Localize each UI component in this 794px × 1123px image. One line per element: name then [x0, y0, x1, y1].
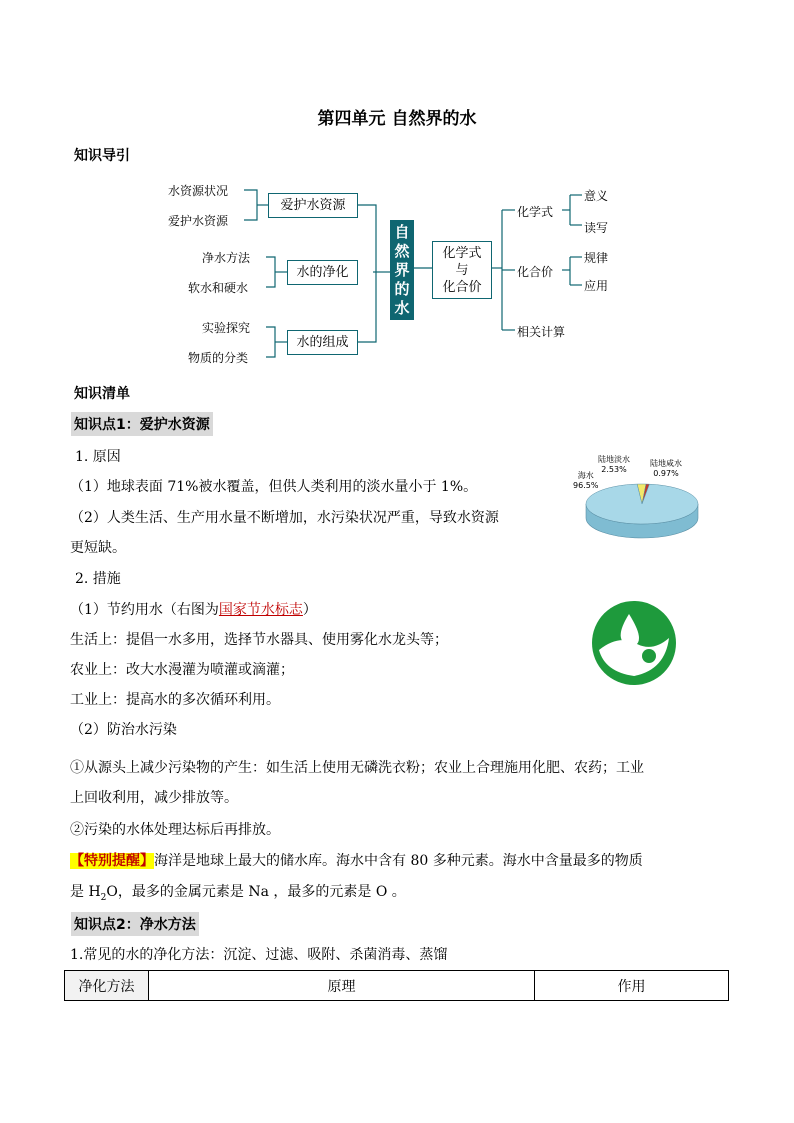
- tip-label: 【特别提醒】: [70, 853, 154, 869]
- guide-heading: 知识导引: [74, 148, 130, 164]
- kp1-title: 知识点1：爱护水资源: [71, 412, 213, 436]
- leaf-meaning: 意义: [584, 189, 609, 203]
- header-function: 作用: [535, 971, 729, 1001]
- kp1-measure-2: （2）防治水污染: [70, 722, 177, 738]
- purification-table: [64, 970, 729, 1001]
- leaf-classification: 物质的分类: [188, 351, 249, 365]
- central-node: 自 然 界 的 水: [390, 220, 414, 320]
- kp1-measures-heading: 2. 措施: [75, 571, 121, 587]
- leaf-purify-methods: 净水方法: [202, 251, 251, 265]
- formula-valence-box: 化学式 与 化合价: [432, 241, 492, 299]
- leaf-experiment: 实验探究: [202, 321, 251, 335]
- water-distribution-chart: [573, 452, 710, 544]
- kp1-control-1-cont: 上回收利用，减少排放等。: [70, 790, 238, 806]
- header-method: 净化方法: [65, 971, 149, 1001]
- kp1-life: 生活上：提倡一水多用，选择节水器具、使用雾化水龙头等；: [70, 632, 448, 648]
- kp1-reason-1: （1）地球表面 71%被水覆盖，但供人类利用的淡水量小于 1%。: [70, 479, 478, 495]
- page-title: 第四单元 自然界的水: [317, 109, 477, 129]
- kp1-reason-heading: 1. 原因: [75, 449, 121, 465]
- logo-dot: [642, 649, 656, 663]
- leaf-soft-hard-water: 软水和硬水: [188, 281, 249, 295]
- header-principle: 原理: [149, 971, 535, 1001]
- mindmap: [0, 0, 794, 380]
- leaf-water-status: 水资源状况: [168, 184, 229, 198]
- kp1-control-1: ①从源头上减少污染物的产生：如生活上使用无磷洗衣粉；农业上合理施用化肥、农药；工业: [70, 760, 644, 776]
- branch-protect-water: 爱护水资源: [268, 193, 358, 218]
- label-salt-water: 陆地咸水 0.97%: [650, 459, 682, 478]
- kp1-reason-2: （2）人类生活、生产用水量不断增加，水污染状况严重，导致水资源: [70, 510, 499, 526]
- kp1-tip-cont: 是 $H_2O$，最多的金属元素是 Na ，最多的元素是 O 。: [70, 884, 406, 903]
- table-header-row: [65, 971, 729, 1001]
- kp1-control-2: ②污染的水体处理达标后再排放。: [70, 822, 280, 838]
- leaf-read-write: 读写: [584, 221, 609, 235]
- kp1-tip: 【特别提醒】海洋是地球上最大的储水库。海水中含有 80 多种元素。海水中含量最多的物质: [70, 853, 643, 869]
- label-seawater: 海水 96.5%: [573, 471, 599, 490]
- kp1-industry: 工业上：提高水的多次循环利用。: [70, 692, 280, 708]
- branch-water-purification: 水的净化: [287, 260, 358, 285]
- leaf-rule: 规律: [584, 251, 609, 265]
- kp2-title: 知识点2：净水方法: [71, 912, 199, 936]
- branch-chemical-formula: 化学式: [517, 205, 554, 219]
- water-saving-logo-link[interactable]: 国家节水标志: [218, 602, 303, 618]
- branch-valence: 化合价: [517, 265, 554, 279]
- mindmap-lines: [0, 0, 794, 380]
- kp1-reason-2-cont: 更短缺。: [70, 540, 126, 556]
- list-heading: 知识清单: [74, 386, 130, 402]
- kp2-methods: 1.常见的水的净化方法：沉淀、过滤、吸附、杀菌消毒、蒸馏: [70, 947, 448, 963]
- leaf-protect-water: 爱护水资源: [168, 214, 229, 228]
- kp1-measure-1: （1）节约用水（右图为国家节水标志）: [70, 602, 317, 618]
- kp1-agri: 农业上：改大水漫灌为喷灌或滴灌；: [70, 662, 294, 678]
- water-saving-logo: [589, 598, 679, 688]
- branch-calculation: 相关计算: [517, 325, 566, 339]
- label-fresh-water: 陆地淡水 2.53%: [598, 455, 630, 474]
- branch-water-composition: 水的组成: [287, 330, 358, 355]
- leaf-application: 应用: [584, 279, 609, 293]
